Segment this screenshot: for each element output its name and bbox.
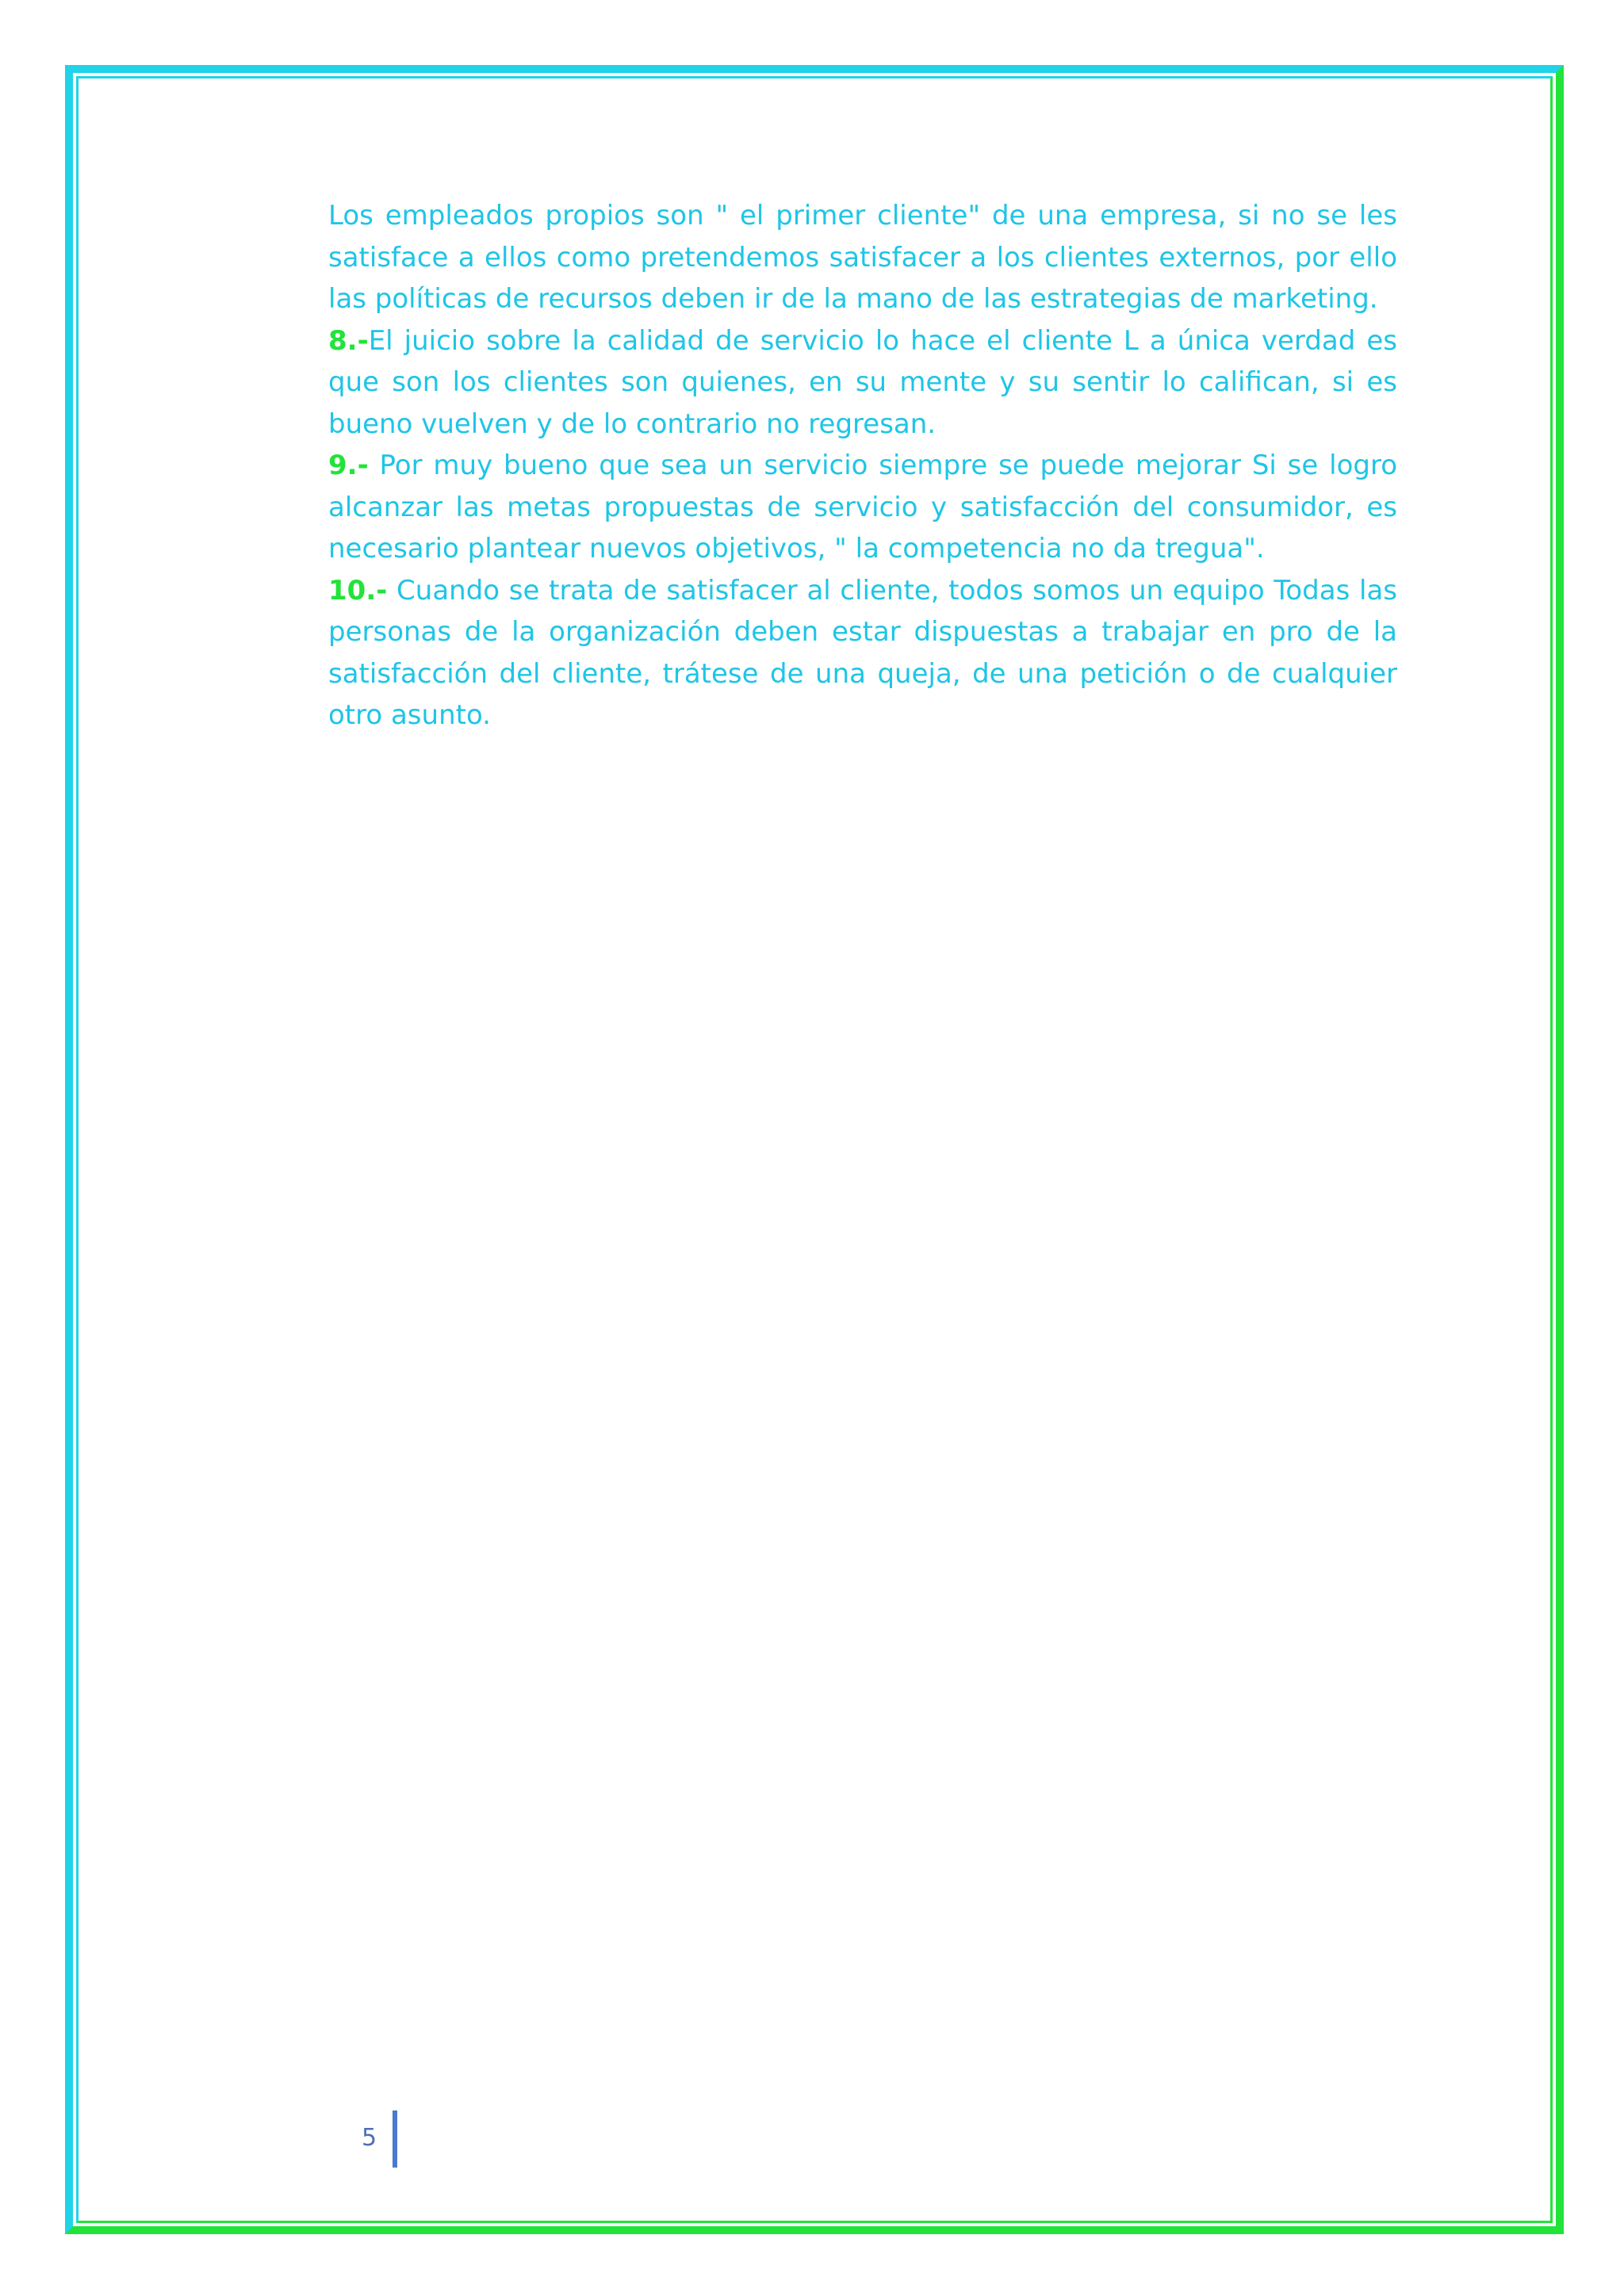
paragraph-item-9: [328, 445, 1397, 570]
paragraph-item-10: [328, 570, 1397, 737]
body-text: [328, 195, 1397, 737]
paragraph-text: Por muy bueno que sea un servicio siempre se puede mejorar Si se logro alcanzar las metas propuestas de servicio y satisfacción del consumidor, es necesario plantear nuevos objetivos, " la competencia no da tregua".: [328, 450, 1397, 564]
paragraph-text: Cuando se trata de satisfacer al cliente, todos somos un equipo Todas las personas de la organización deben estar dispuestas a trabajar en pro de la satisfacción del cliente, trátese de una queja, de una petición o de cualquier otro asunto.: [328, 574, 1397, 731]
item-number: 9.-: [328, 450, 369, 481]
item-number: 8.-: [328, 324, 369, 357]
item-number: 10.-: [328, 574, 388, 607]
paragraph-item-8: [328, 320, 1397, 446]
paragraph-text: Los empleados propios son " el primer cliente" de una empresa, si no se les satisface a ellos como pretendemos satisfacer a los clientes externos, por ello las políticas de recursos deben ir de la mano de las estrategias de marketing.: [328, 200, 1397, 315]
page-number: 5: [362, 2124, 377, 2152]
paragraph-text: El juicio sobre la calidad de servicio lo hace el cliente L a única verdad es que son los clientes son quienes, en su mente y su sentir lo califican, si es bueno vuelven y de lo contrario no regresan.: [328, 324, 1397, 440]
page-number-divider: [393, 2110, 397, 2168]
paragraph-intro: [328, 195, 1397, 320]
